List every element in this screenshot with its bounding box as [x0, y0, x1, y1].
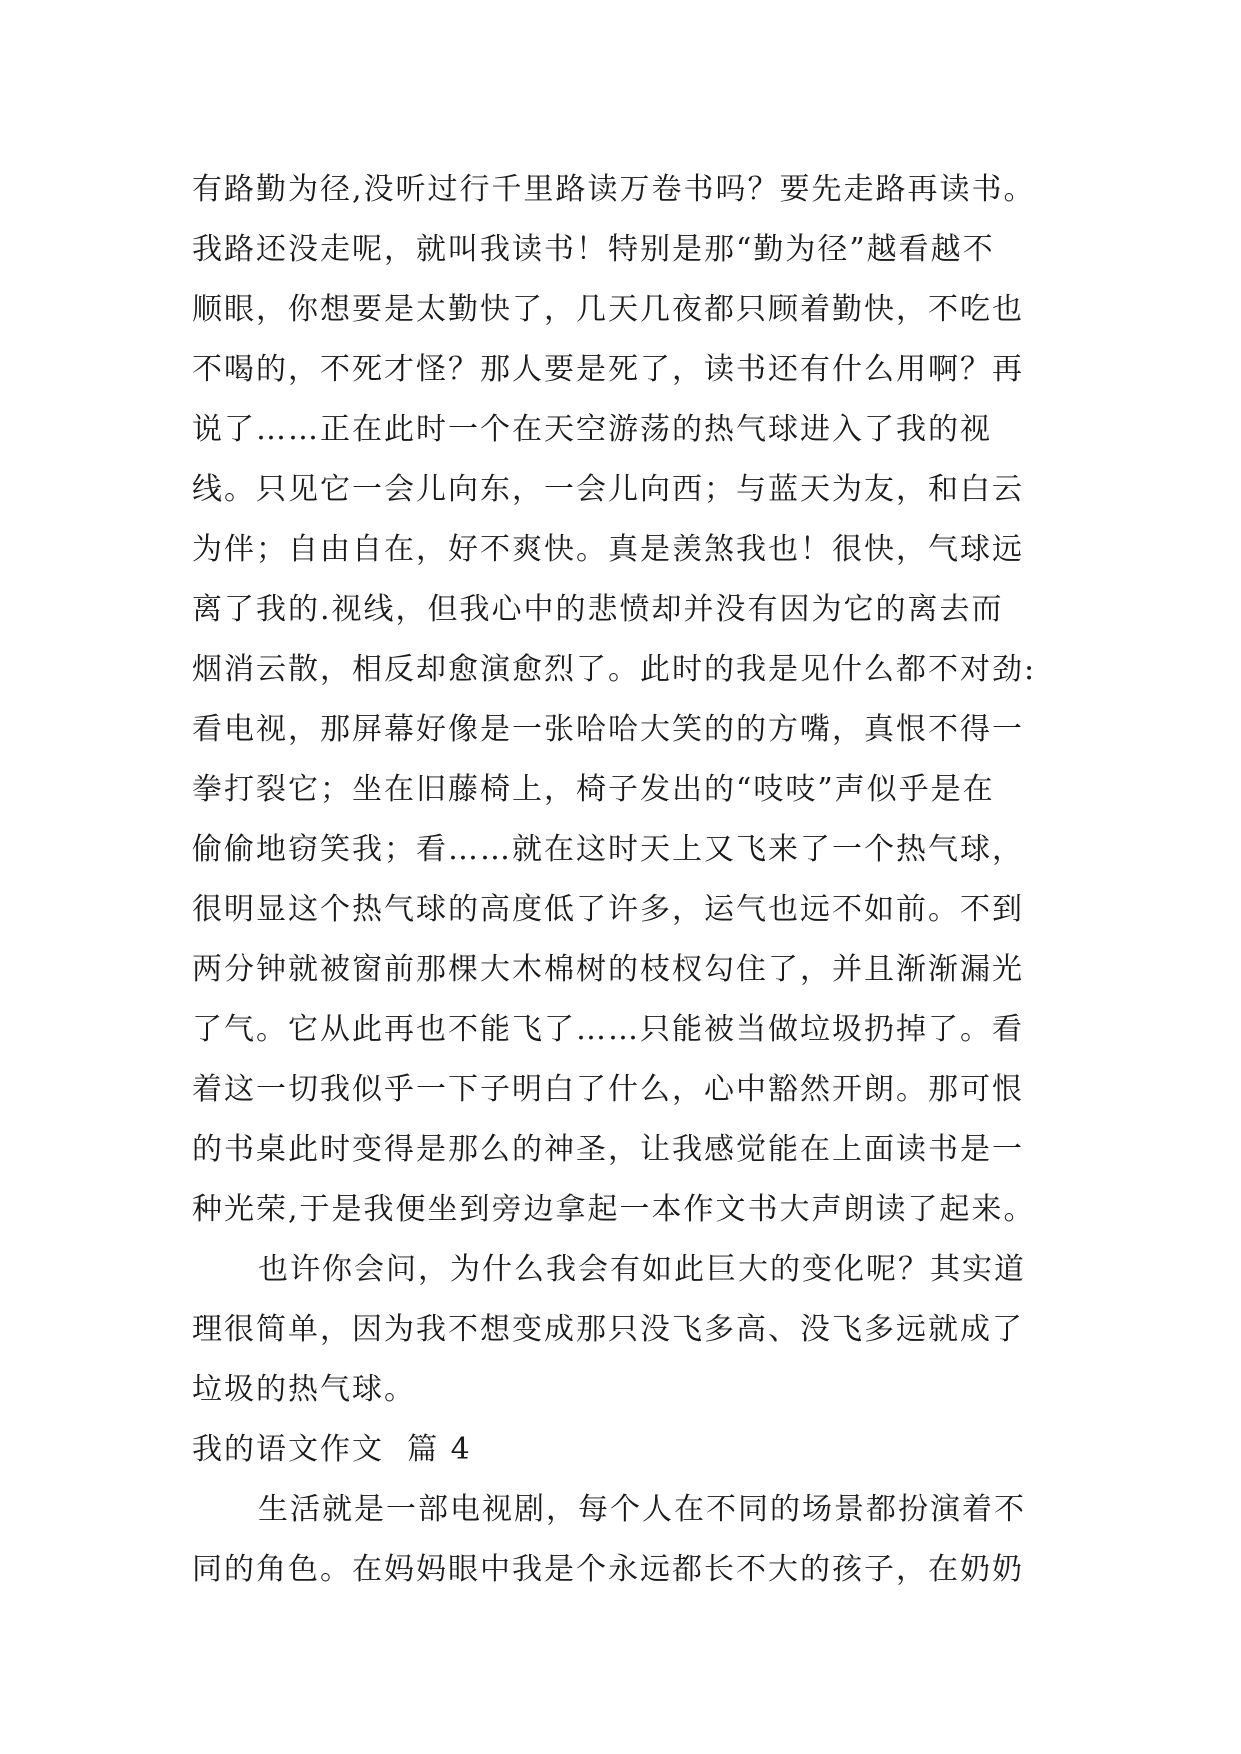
paragraph-3: [192, 1480, 1052, 1600]
text-line: 着这一切我似乎一下子明白了什么，心中豁然开朗。那可恨: [192, 1072, 1024, 1107]
text-line: 烟消云散，相反却愈演愈烈了。此时的我是见什么都不对劲:: [192, 652, 1037, 687]
text-line: 也许你会问，为什么我会有如此巨大的变化呢？其实道: [258, 1252, 1026, 1287]
text-line: 看电视，那屏幕好像是一张哈哈大笑的的方嘴，真恨不得一: [192, 712, 1024, 747]
text-line: 顺眼，你想要是太勤快了，几天几夜都只顾着勤快，不吃也: [192, 292, 1024, 327]
text-line: 我路还没走呢，就叫我读书！特别是那“勤为径”越看越不: [192, 232, 995, 267]
text-line: 同的角色。在妈妈眼中我是个永远都长不大的孩子，在奶奶: [192, 1552, 1024, 1587]
text-line: 了气。它从此再也不能飞了……只能被当做垃圾扔掉了。看: [192, 1012, 1024, 1047]
text-line: 不喝的，不死才怪？那人要是死了，读书还有什么用啊？再: [192, 352, 1024, 387]
text-line: 有路勤为径,没听过行千里路读万卷书吗？要先走路再读书。: [192, 172, 1036, 207]
text-line: 说了……正在此时一个在天空游荡的热气球进入了我的视: [192, 412, 992, 447]
text-line: 线。只见它一会儿向东，一会儿向西；与蓝天为友，和白云: [192, 472, 1024, 507]
text-line: 生活就是一部电视剧，每个人在不同的场景都扮演着不: [258, 1492, 1026, 1527]
text-line: 偷偷地窃笑我；看……就在这时天上又飞来了一个热气球，: [192, 832, 1024, 867]
text-line: 拳打裂它；坐在旧藤椅上，椅子发出的“吱吱”声似乎是在: [192, 772, 995, 807]
text-line: 离了我的.视线，但我心中的悲愤却并没有因为它的离去而: [192, 592, 1004, 627]
text-line: 理很简单，因为我不想变成那只没飞多高、没飞多远就成了: [192, 1312, 1024, 1347]
paragraph-2: [192, 1240, 1052, 1420]
section-heading: 我的语文作文 篇 4: [192, 1432, 472, 1467]
text-line: 很明显这个热气球的高度低了许多，运气也远不如前。不到: [192, 892, 1024, 927]
text-line: 种光荣,于是我便坐到旁边拿起一本作文书大声朗读了起来。: [192, 1192, 1036, 1227]
text-line: 两分钟就被窗前那棵大木棉树的枝杈勾住了，并且渐渐漏光: [192, 952, 1024, 987]
text-line: 为伴；自由自在，好不爽快。真是羡煞我也！很快，气球远: [192, 532, 1024, 567]
document-page: [192, 160, 1052, 1600]
text-line: 垃圾的热气球。: [192, 1372, 416, 1407]
paragraph-1: [192, 160, 1052, 1240]
text-line: 的书桌此时变得是那么的神圣，让我感觉能在上面读书是一: [192, 1132, 1024, 1167]
